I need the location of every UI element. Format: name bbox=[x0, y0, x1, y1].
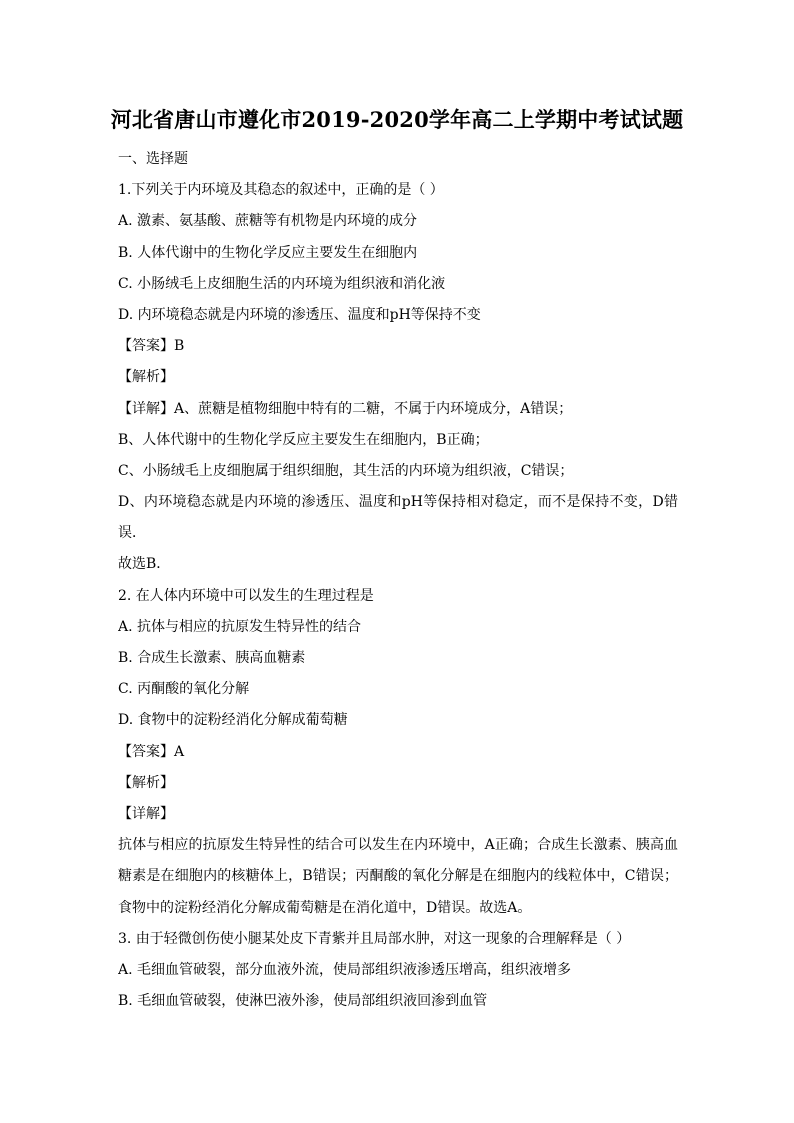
q3-option-b: B. 毛细血管破裂，使淋巴液外渗，使局部组织液回渗到血管 bbox=[118, 993, 488, 1010]
q1-option-c: C. 小肠绒毛上皮细胞生活的内环境为组织液和消化液 bbox=[118, 275, 446, 292]
q1-answer: 【答案】B bbox=[118, 338, 185, 355]
q1-detail-c: C、小肠绒毛上皮细胞属于组织细胞，其生活的内环境为组织液，C错误； bbox=[118, 462, 574, 479]
document-body bbox=[118, 144, 678, 1017]
q3-option-a: A. 毛细血管破裂，部分血液外流，使局部组织液渗透压增高，组织液增多 bbox=[118, 961, 572, 978]
q2-option-d: D. 食物中的淀粉经消化分解成葡萄糖 bbox=[118, 712, 348, 729]
q2-option-b: B. 合成生长激素、胰高血糖素 bbox=[118, 650, 306, 667]
q1-conclusion: 故选B． bbox=[118, 556, 171, 573]
q2-analysis-label: 【解析】 bbox=[118, 774, 174, 791]
q2-option-a: A. 抗体与相应的抗原发生特异性的结合 bbox=[118, 618, 362, 635]
q1-option-a: A. 激素、氨基酸、蔗糖等有机物是内环境的成分 bbox=[118, 213, 418, 230]
q2-detail-label: 【详解】 bbox=[118, 805, 174, 822]
q1-option-b: B. 人体代谢中的生物化学反应主要发生在细胞内 bbox=[118, 244, 418, 261]
q2-option-c: C. 丙酮酸的氧化分解 bbox=[118, 681, 250, 698]
q3-stem: 3. 由于轻微创伤使小腿某处皮下青紫并且局部水肿，对这一现象的合理解释是（ ） bbox=[118, 930, 631, 947]
q2-answer: 【答案】A bbox=[118, 743, 185, 760]
q2-detail-paragraph: 抗体与相应的抗原发生特异性的结合可以发生在内环境中，A正确；合成生长激素、胰高血糖素是在细胞内的核糖体上，B错误；丙酮酸的氧化分解是在细胞内的线粒体中，C错误；食物中的淀粉经消化分解成葡萄糖是在消化道中，D错误。故选A。 bbox=[118, 837, 678, 916]
page-title: 河北省唐山市遵化市2019-2020学年高二上学期中考试试题 bbox=[110, 107, 684, 132]
q1-detail-a: 【详解】A、蔗糖是植物细胞中特有的二糖，不属于内环境成分，A错误； bbox=[118, 400, 573, 417]
section-heading: 一、选择题 bbox=[118, 151, 188, 167]
q1-analysis-label: 【解析】 bbox=[118, 369, 174, 386]
q1-detail-b: B、人体代谢中的生物化学反应主要发生在细胞内，B正确； bbox=[118, 431, 489, 448]
q1-stem: 1.下列关于内环境及其稳态的叙述中，正确的是（ ） bbox=[118, 182, 444, 199]
q1-detail-d: D、内环境稳态就是内环境的渗透压、温度和pH等保持相对稳定，而不是保持不变，D错误． bbox=[118, 494, 678, 542]
q2-stem: 2. 在人体内环境中可以发生的生理过程是 bbox=[118, 587, 374, 604]
q1-option-d: D. 内环境稳态就是内环境的渗透压、温度和pH等保持不变 bbox=[118, 306, 481, 323]
